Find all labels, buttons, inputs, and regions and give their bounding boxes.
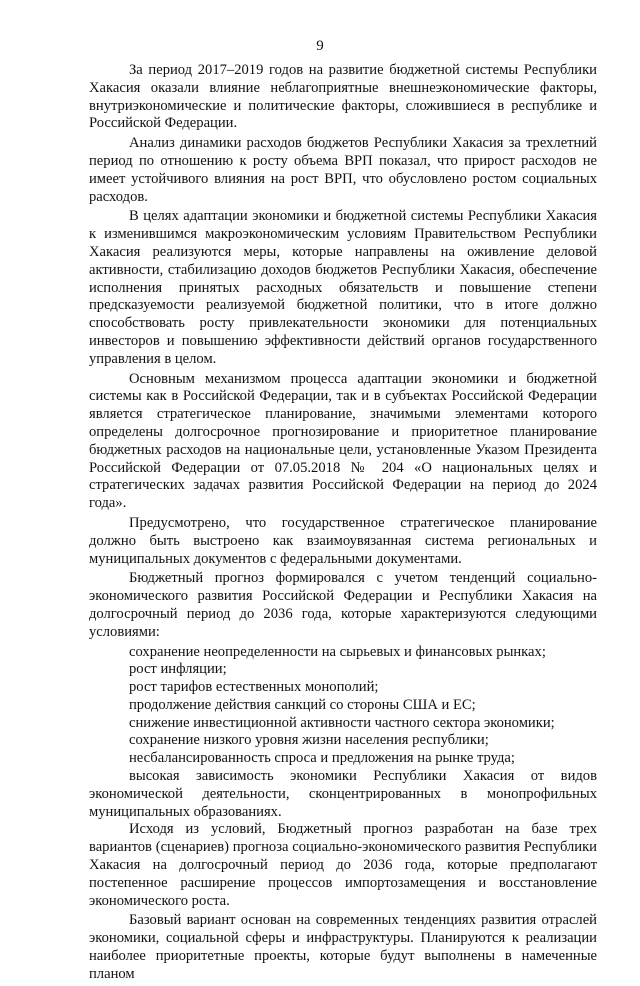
list-item: рост тарифов естественных монополий; (129, 679, 379, 696)
paragraph: Основным механизмом процесса адаптации экономики и бюджетной системы как в Российской Федерации, так и в субъектах Российской Федерации является стратегическое планирование, значимыми элементами которого определены долгосрочное прогнозирование и приоритетное планирование бюджетных расходов на национальные цели, установленные Указом Президента Российской Федерации от 07.05.2018 № 204 «О национальных целях и стратегических задачах развития Российской Федерации на период до 2024 года». (89, 370, 597, 512)
page-number: 9 (316, 38, 324, 54)
list-item: сохранение низкого уровня жизни населения республики; (129, 732, 489, 749)
paragraph: Предусмотрено, что государственное стратегическое планирование должно быть выстроено как взаимоувязанная система региональных и муниципальных документов с федеральными документами. (89, 514, 597, 567)
paragraph: Бюджетный прогноз формировался с учетом тенденций социально-экономического развития Российской Федерации и Республики Хакасия на долгосрочный период до 2036 года, которые характеризуются следующими условиями: (89, 570, 597, 640)
paragraph: В целях адаптации экономики и бюджетной системы Республики Хакасия к изменившимся макроэкономическим условиям Правительством Республики Хакасия реализуются меры, которые направлены на оживление деловой активности, стабилизацию доходов бюджетов Республики Хакасия, обеспечение исполнения принятых расходных обязательств и повышение степени предсказуемости реализуемой бюджетной политики, что в итоге должно способствовать росту привлекательности экономики для потенциальных инвесторов и повышению эффективности действий органов государственного управления в целом. (89, 208, 597, 367)
conditions-list (89, 644, 597, 822)
list-item: снижение инвестиционной активности частного сектора экономики; (129, 714, 555, 731)
list-item: продолжение действия санкций со стороны США и ЕС; (129, 696, 476, 713)
paragraph: Исходя из условий, Бюджетный прогноз разработан на базе трех вариантов (сценариев) прогноза социально-экономического развития Республики Хакасия на долгосрочный период до 2036 года, которые предполагают постепенное расширение процессов импортозамещения и восстановление экономического роста. (89, 821, 597, 909)
paragraph: Базовый вариант основан на современных тенденциях развития отраслей экономики, социальной сферы и инфраструктуры. Планируются к реализации наиболее приоритетные проекты, которые будут выполнены в намеченные планом (89, 912, 597, 982)
body-text (89, 62, 597, 986)
list-item: рост инфляции; (129, 661, 227, 678)
paragraph: За период 2017–2019 годов на развитие бюджетной системы Республики Хакасия оказали влияние неблагоприятные внешнеэкономические факторы, внутриэкономические и политические факторы, сложившиеся в республике и Российской Федерации. (89, 62, 597, 132)
list-item: высокая зависимость экономики Республики Хакасия от видов экономической деятельности, сконцентрированных в монопрофильных муниципальных образованиях. (89, 768, 597, 820)
list-item: сохранение неопределенности на сырьевых и финансовых рынках; (129, 643, 546, 660)
list-item: несбалансированность спроса и предложения на рынке труда; (129, 750, 515, 767)
paragraph: Анализ динамики расходов бюджетов Республики Хакасия за трехлетний период по отношению к росту объема ВРП показал, что прирост расходов не имеет устойчивого влияния на рост ВРП, что обусловлено ростом социальных расходов. (89, 135, 597, 205)
